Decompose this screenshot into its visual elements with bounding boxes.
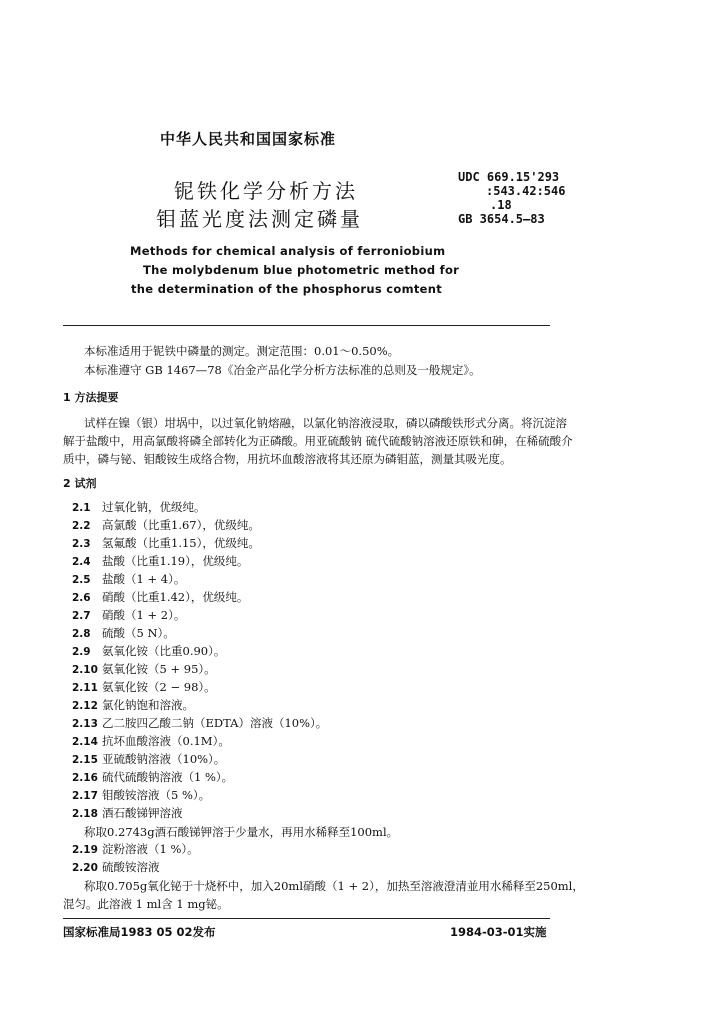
item-text: 淀粉溶液（1 %）。 xyxy=(102,842,199,856)
udc-code-line-3: .18 xyxy=(490,198,512,212)
reagent-item xyxy=(72,769,552,787)
item-text: 钼酸铵溶液（5 %）。 xyxy=(102,788,211,802)
section-1-heading: 1 方法提要 xyxy=(63,391,119,404)
item-number: 2.15 xyxy=(72,754,98,766)
reagent-item xyxy=(72,751,552,769)
item-text: 过氧化钠，优级纯。 xyxy=(102,500,206,514)
reagent-item xyxy=(72,499,552,517)
item-text: 硝酸（比重1.42），优级纯。 xyxy=(102,590,249,604)
item-text: 亚硫酸钠溶液（10%）。 xyxy=(102,752,226,766)
item-text: 硫代硫酸钠溶液（1 %）。 xyxy=(102,770,234,784)
item-number: 2.1 xyxy=(72,502,91,514)
item-text: 氨氧化铵（5 + 95）。 xyxy=(102,662,216,676)
reagent-item xyxy=(72,733,552,751)
reagent-item xyxy=(72,787,552,805)
item-number: 2.16 xyxy=(72,772,98,784)
item-number: 2.10 xyxy=(72,664,98,676)
reagent-item xyxy=(72,571,552,589)
item-text: 酒石酸锑钾溶液 xyxy=(102,806,183,820)
item-text: 乙二胺四乙酸二钠（EDTA）溶液（10%）。 xyxy=(102,716,328,730)
title-line-1: 铌铁化学分析方法 xyxy=(174,179,358,203)
item-text: 硝酸（1 + 2）。 xyxy=(102,608,186,622)
item-number: 2.14 xyxy=(72,736,98,748)
scope-statement: 本标准适用于铌铁中磷量的测定。测定范围：0.01～0.50%。 xyxy=(84,344,400,358)
item-number: 2.18 xyxy=(72,808,98,820)
issuing-authority: 中华人民共和国国家标准 xyxy=(160,130,337,148)
item-number: 2.19 xyxy=(72,844,98,856)
item-text: 抗坏血酸溶液（0.1M）。 xyxy=(102,734,230,748)
english-title-line-1: Methods for chemical analysis of ferroniobium xyxy=(130,244,446,258)
reagent-item xyxy=(72,589,552,607)
reagent-item xyxy=(72,841,552,859)
reagent-item xyxy=(72,553,552,571)
reagent-item xyxy=(72,859,552,877)
method-summary-line-3: 质中，磷与铋、钼酸铵生成络合物，用抗坏血酸溶液将其还原为磷钼蓝，测量其吸光度。 xyxy=(63,452,512,466)
item-number: 2.13 xyxy=(72,718,98,730)
item-number: 2.12 xyxy=(72,700,98,712)
item-text: 氯化钠饱和溶液。 xyxy=(102,698,194,712)
reagent-item xyxy=(72,805,552,823)
reagent-item xyxy=(72,535,552,553)
item-text: 盐酸（1 + 4）。 xyxy=(102,572,186,586)
reagent-item xyxy=(72,643,552,661)
item-number: 2.2 xyxy=(72,520,91,532)
gb-standard-code: GB 3654.5—83 xyxy=(458,212,545,226)
item-text: 硫酸铵溶液 xyxy=(102,860,160,874)
header-divider xyxy=(63,325,550,326)
item-number: 2.17 xyxy=(72,790,98,802)
item-text: 氢氟酸（比重1.15），优级纯。 xyxy=(102,536,260,550)
section-2-heading: 2 试剂 xyxy=(63,477,97,490)
reagent-item xyxy=(72,679,552,697)
item-text: 高氯酸（比重1.67），优级纯。 xyxy=(102,518,260,532)
reagent-item xyxy=(72,607,552,625)
item-number: 2.7 xyxy=(72,610,91,622)
release-date: 国家标准局1983 05 02发布 xyxy=(63,925,216,939)
compliance-statement: 本标准遵守 GB 1467—78《冶金产品化学分析方法标准的总则及一般规定》。 xyxy=(84,363,481,377)
item-number: 2.11 xyxy=(72,682,98,694)
item-text: 硫酸（5 N）。 xyxy=(102,626,175,640)
reagent-item xyxy=(72,715,552,733)
item-text: 氨氧化铵（比重0.90）。 xyxy=(102,644,226,658)
item-number: 2.6 xyxy=(72,592,91,604)
footer-divider xyxy=(63,918,550,919)
title-line-2: 钼蓝光度法测定磷量 xyxy=(156,207,363,231)
item-number: 2.5 xyxy=(72,574,91,586)
implementation-date: 1984-03-01实施 xyxy=(450,925,547,939)
reagent-item xyxy=(72,625,552,643)
item-text: 盐酸（比重1.19），优级纯。 xyxy=(102,554,249,568)
method-summary-line-2: 解于盐酸中，用高氯酸将磷全部转化为正磷酸。用亚硫酸钠 硫代硫酸钠溶液还原铁和砷，在稀硫酸介 xyxy=(63,434,573,448)
item-2-18-detail: 称取0.2743g酒石酸锑钾溶于少量水，再用水稀释至100ml。 xyxy=(84,825,399,839)
udc-code-line-1: UDC 669.15'293 xyxy=(458,170,560,184)
item-2-20-detail-line-2: 混匀。此溶液 1 ml含 1 mg铋。 xyxy=(63,897,229,911)
item-number: 2.8 xyxy=(72,628,91,640)
udc-code-line-2: :543.42:546 xyxy=(486,184,566,198)
reagent-item xyxy=(72,697,552,715)
english-title-line-2: The molybdenum blue photometric method for xyxy=(143,263,460,277)
item-text: 氨氧化铵（2 − 98）。 xyxy=(102,680,216,694)
reagent-item xyxy=(72,661,552,679)
english-title-line-3: the determination of the phosphorus comtent xyxy=(131,282,443,296)
item-number: 2.4 xyxy=(72,556,91,568)
item-number: 2.20 xyxy=(72,862,98,874)
method-summary-line-1: 试样在镍（银）坩埚中，以过氧化钠熔融，以氯化钠溶液浸取，磷以磷酸铁形式分离。将沉淀溶 xyxy=(84,416,567,430)
item-number: 2.9 xyxy=(72,646,91,658)
reagent-item xyxy=(72,517,552,535)
item-2-20-detail-line-1: 称取0.705g氧化铋于十烧杯中，加入20ml硝酸（1 + 2），加热至溶液澄清並用水稀释至250ml， xyxy=(84,879,584,893)
item-number: 2.3 xyxy=(72,538,91,550)
